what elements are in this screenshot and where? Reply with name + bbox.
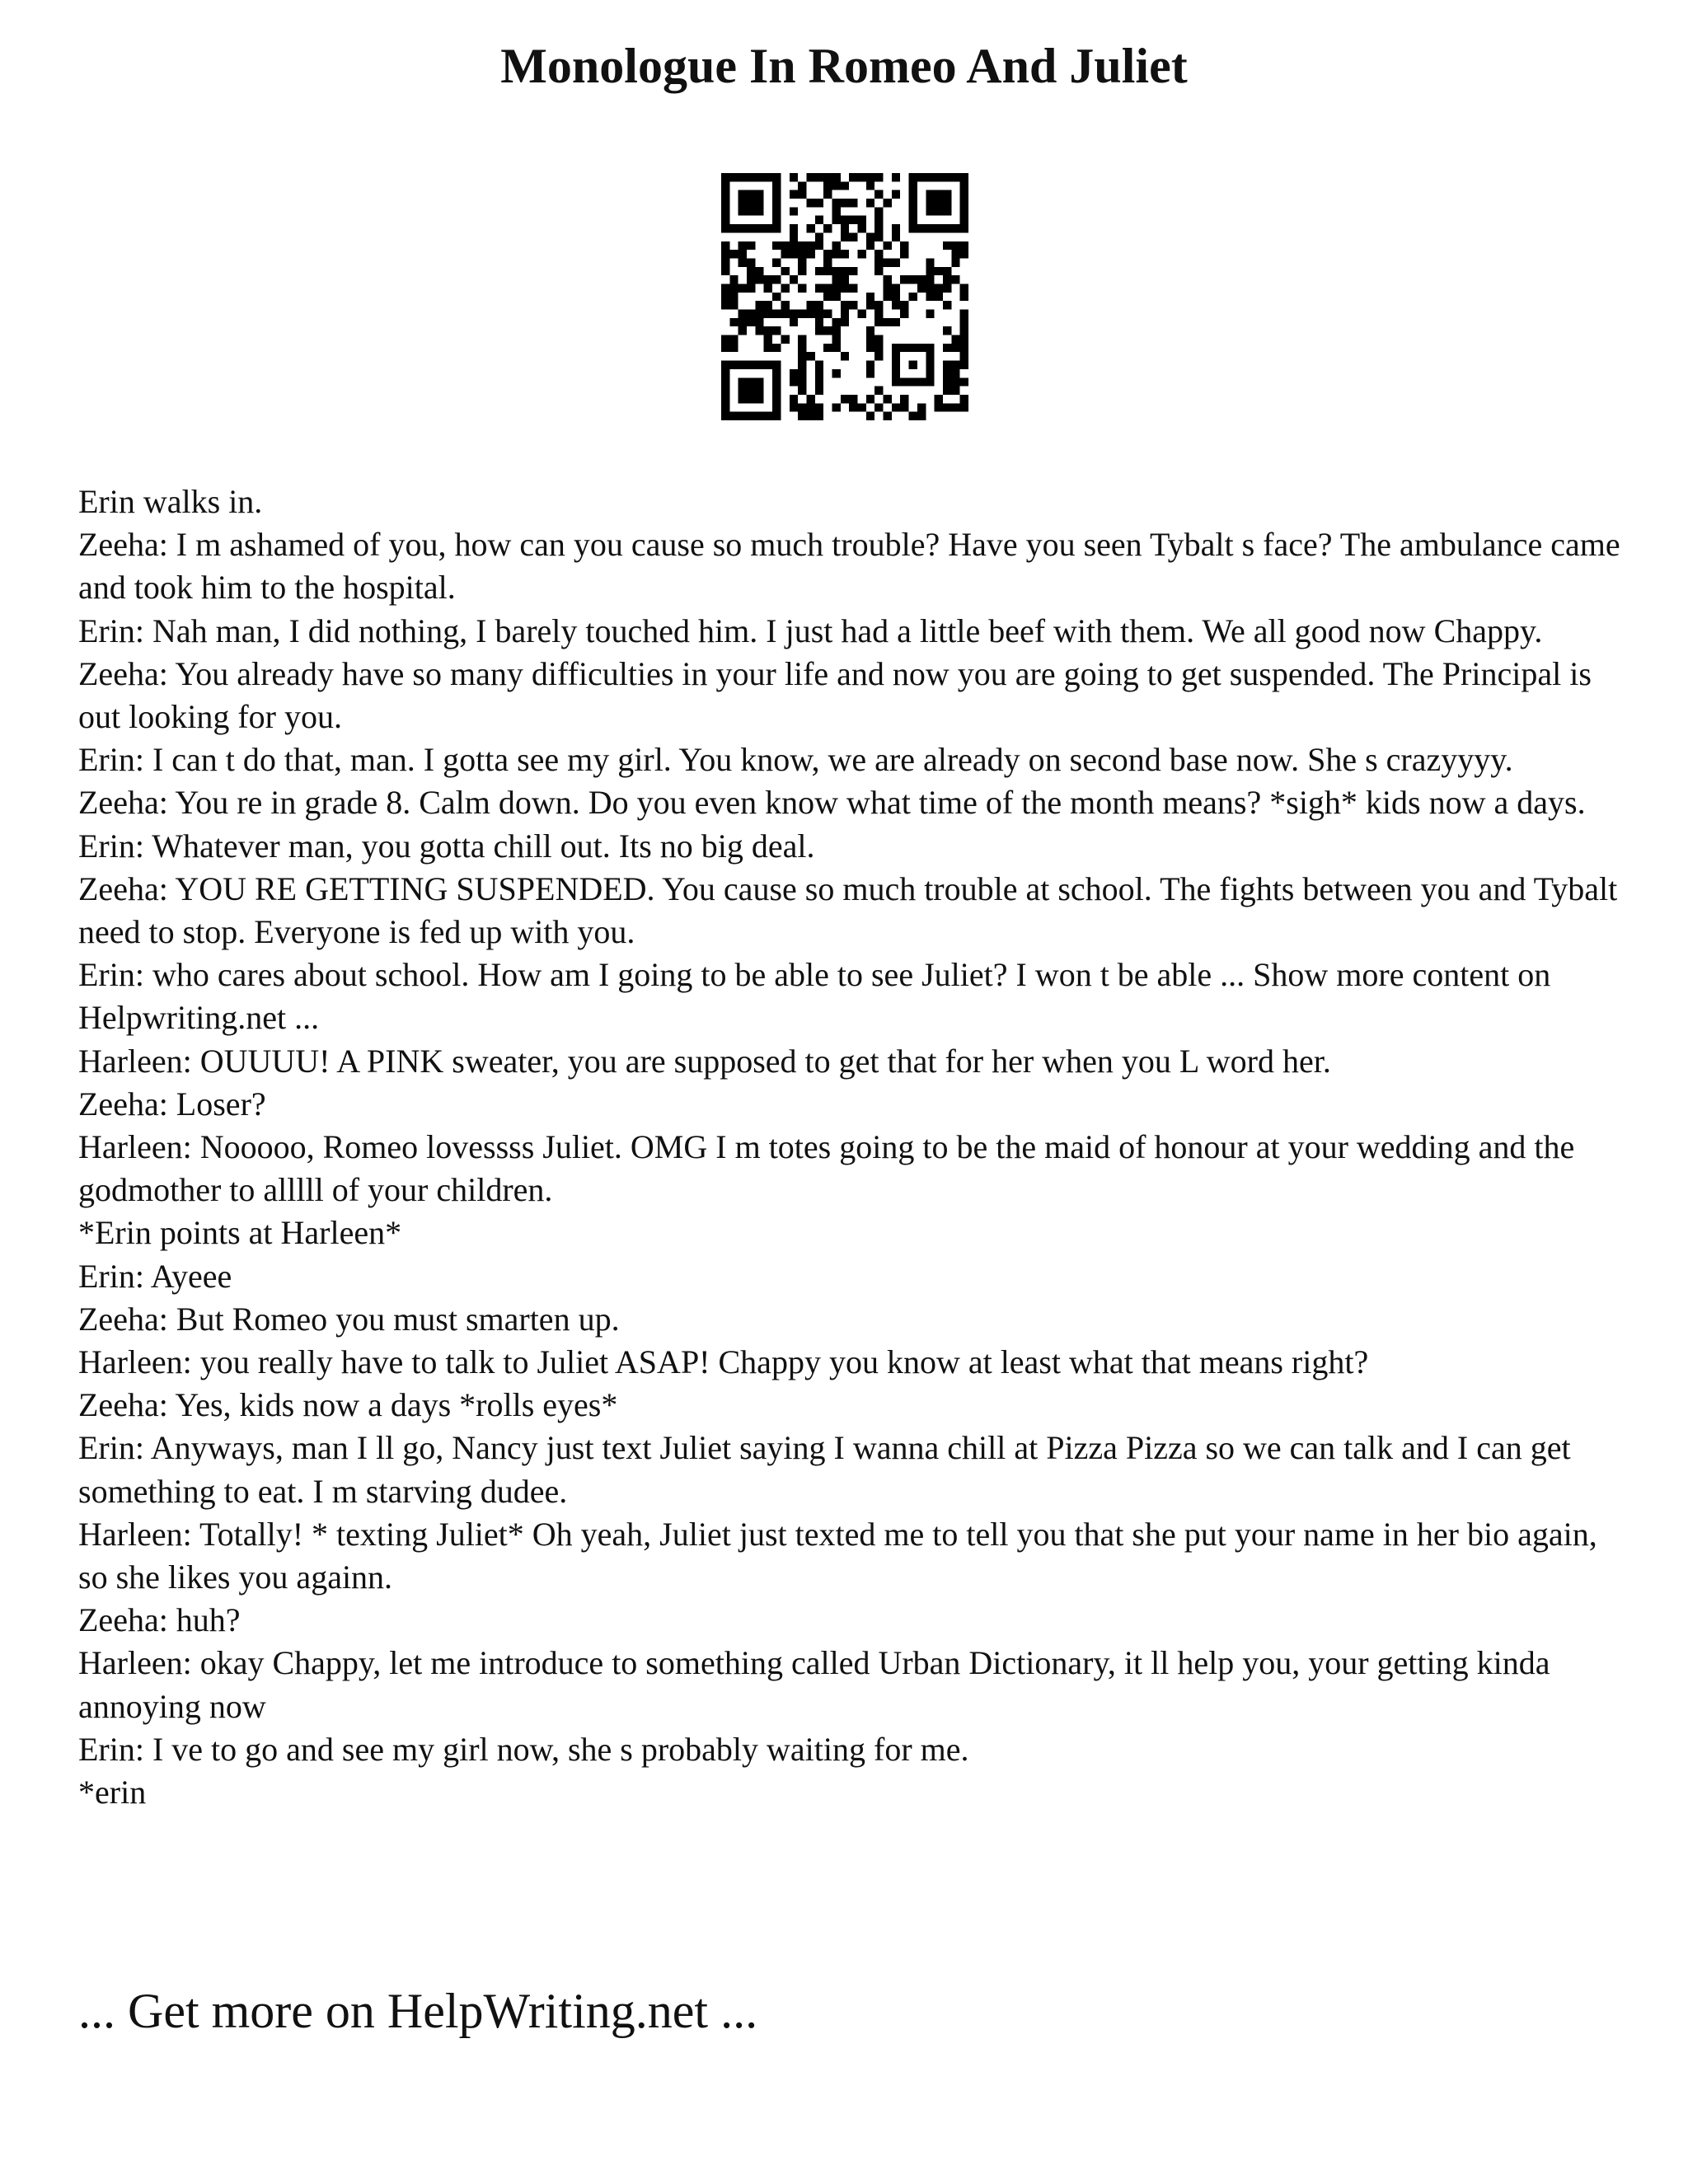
document-title: Monologue In Romeo And Juliet — [500, 39, 1188, 93]
dialogue-line: Erin: Anyways, man I ll go, Nancy just text Juliet saying I wanna chill at Pizza Pizza so we can talk and I can get something to eat. I m starving dudee. — [78, 1429, 1571, 1510]
qr-code — [721, 173, 968, 420]
dialogue-line: *erin — [78, 1774, 147, 1811]
dialogue-line: Erin: Ayeee — [78, 1257, 232, 1295]
dialogue-line: Zeeha: Loser? — [78, 1085, 266, 1122]
dialogue-line: Erin: Nah man, I did nothing, I barely touched him. I just had a little beef with them. We all good now Chappy. — [78, 612, 1543, 649]
dialogue-line: Erin walks in. — [78, 483, 263, 520]
dialogue-line: Harleen: you really have to talk to Juliet ASAP! Chappy you know at least what that means right? — [78, 1343, 1369, 1381]
dialogue-body — [78, 480, 1628, 1814]
dialogue-line: Zeeha: You already have so many difficulties in your life and now you are going to get suspended. The Principal is out looking for you. — [78, 654, 1592, 736]
dialogue-line: Harleen: okay Chappy, let me introduce to something called Urban Dictionary, it ll help you, your getting kinda annoying now — [78, 1644, 1550, 1725]
dialogue-line: Erin: I ve to go and see my girl now, she s probably waiting for me. — [78, 1730, 969, 1768]
dialogue-line: Zeeha: I m ashamed of you, how can you cause so much trouble? Have you seen Tybalt s face? The ambulance came and took him to the hospital. — [78, 526, 1620, 607]
dialogue-line: Zeeha: But Romeo you must smarten up. — [78, 1300, 620, 1338]
dialogue-line: Harleen: Nooooo, Romeo lovessss Juliet. OMG I m totes going to be the maid of honour at your wedding and the godmother to alllll of your children. — [78, 1128, 1575, 1209]
dialogue-line: Zeeha: You re in grade 8. Calm down. Do you even know what time of the month means? *sigh* kids now a days. — [78, 784, 1586, 822]
dialogue-line: Erin: Whatever man, you gotta chill out. Its no big deal. — [78, 827, 815, 865]
footer-link-text[interactable]: ... Get more on HelpWriting.net ... — [78, 1984, 758, 2038]
dialogue-line: Zeeha: YOU RE GETTING SUSPENDED. You cause so much trouble at school. The fights between you and Tybalt need to stop. Everyone is fed up with you. — [78, 869, 1618, 951]
dialogue-line: Erin: I can t do that, man. I gotta see my girl. You know, we are already on second base now. She s crazyyyy. — [78, 741, 1513, 779]
dialogue-line: Zeeha: huh? — [78, 1601, 241, 1639]
dialogue-line: Zeeha: Yes, kids now a days *rolls eyes* — [78, 1386, 618, 1424]
dialogue-line: Harleen: OUUUU! A PINK sweater, you are supposed to get that for her when you L word her. — [78, 1042, 1331, 1080]
dialogue-line: Harleen: Totally! * texting Juliet* Oh yeah, Juliet just texted me to tell you that she put your name in her bio again, so she likes you againn. — [78, 1515, 1597, 1596]
dialogue-line: Erin: who cares about school. How am I going to be able to see Juliet? I won t be able ... Show more content on Helpwriting.net ... — [78, 956, 1551, 1037]
dialogue-line: *Erin points at Harleen* — [78, 1214, 402, 1252]
